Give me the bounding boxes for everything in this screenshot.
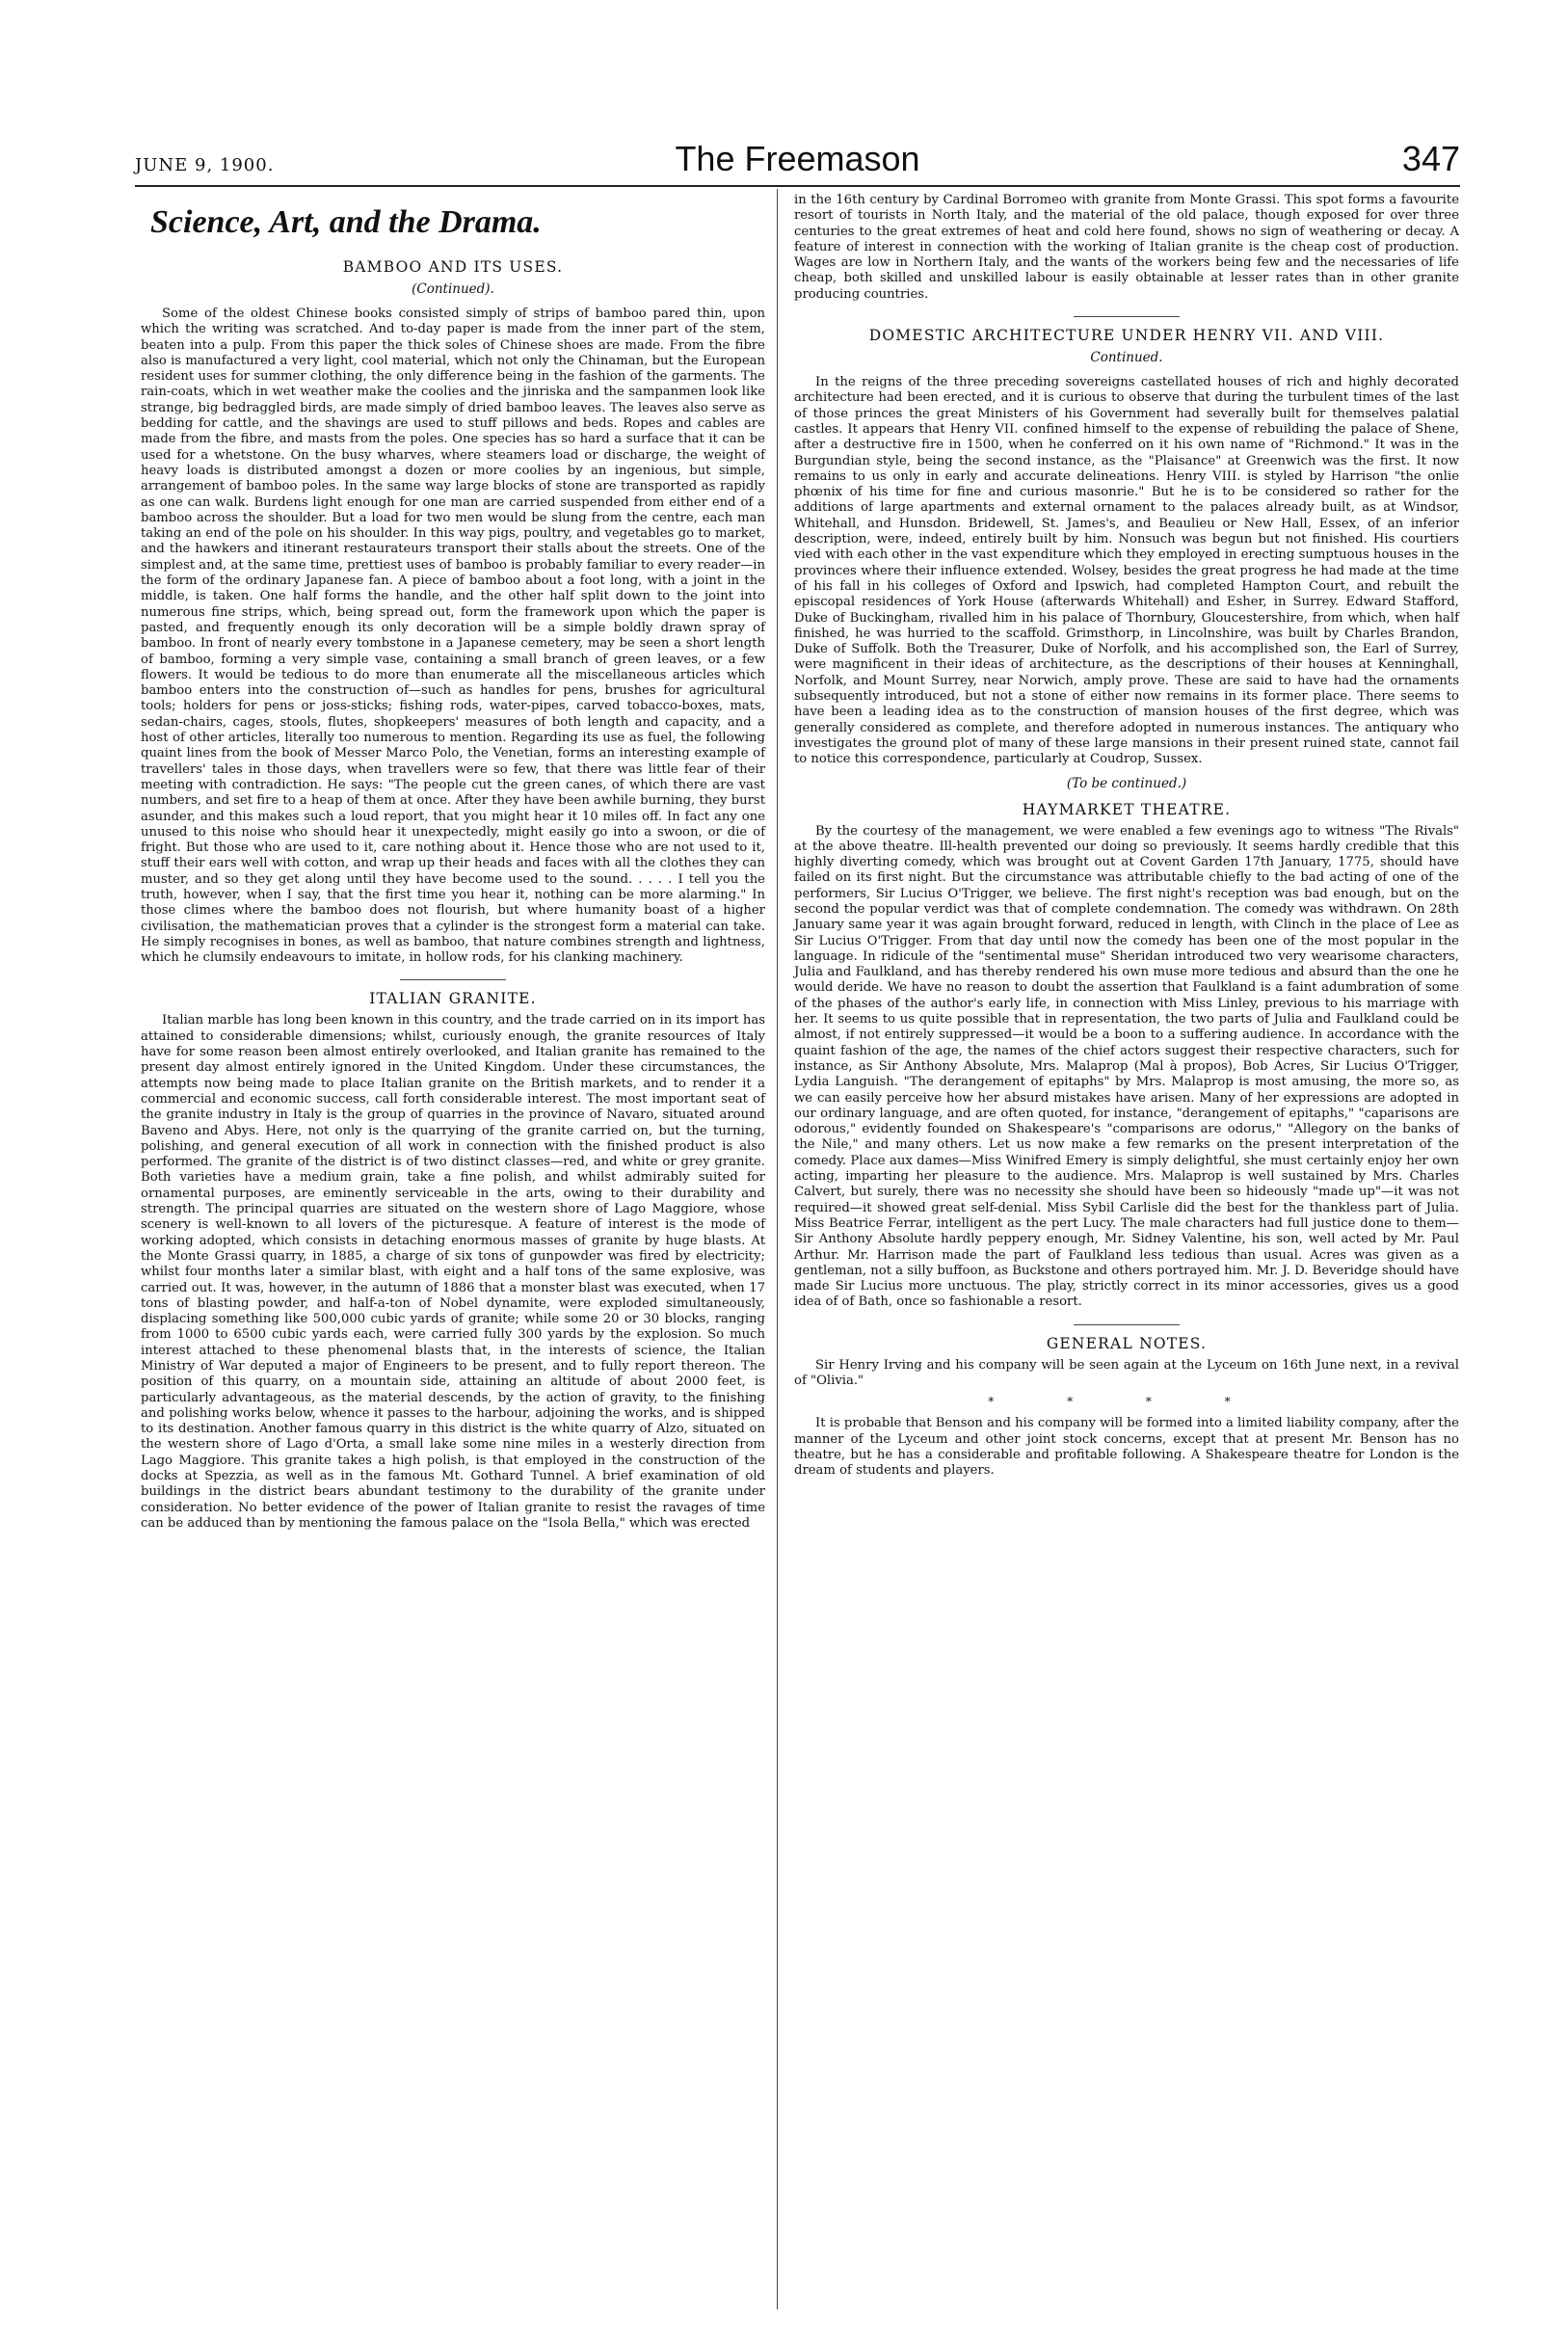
article-title-architecture: DOMESTIC ARCHITECTURE UNDER HENRY VII. AND VIII. — [868, 327, 1385, 345]
article-title-haymarket: HAYMARKET THEATRE. — [1022, 800, 1232, 818]
article-divider — [1074, 1324, 1180, 1325]
asterisk-separator: * * * * — [988, 1395, 1265, 1409]
article-title-bamboo: BAMBOO AND ITS USES. — [342, 258, 564, 276]
article-title-notes: GENERAL NOTES. — [1046, 1334, 1208, 1352]
article-paragraph: Italian marble has long been known in this country, and the trade carried on in its import has attained to considerable dimensions; whilst, curiously enough, the granite resources of Italy have for some reason been almost entirely overlooked, and Italian granite has remained to the present day almost entirely ignored in the United Kingdom. Under these circumstances, the attempts now being made to place Italian granite on the British markets, and to render it a commercial and economic success, call forth considerable interest. The most important seat of the granite industry in Italy is the group of quarries in the province of Navaro, situated around Baveno and Abys. Here, not only is the quarrying of the granite carried on, but the turning, polishing, and general execution of all work in connection with the finished product is also performed. The granite of the district is of two distinct classes—red, and white or grey granite. Both varieties have a medium grain, take a fine polish, and whilst admirably suited for ornamental purposes, are eminently serviceable in the arts, owing to their durability and strength. The principal quarries are situated on the western shore of Lago Maggiore, whose scenery is well-known to all lovers of the picturesque. A feature of interest is the mode of working adopted, which consists in detaching enormous masses of granite by huge blasts. At the Monte Grassi quarry, in 1885, a charge of six tons of gunpowder was fired by electricity; whilst four months later a similar blast, with eight and a half tons of the same explosive, was carried out. It was, however, in the autumn of 1886 that a monster blast was executed, when 17 tons of blasting powder, and half-a-ton of Nobel dynamite, were exploded simultaneously, displacing something like 500,000 cubic yards of granite; while some 20 or 30 blocks, ranging from 1000 to 6500 cubic yards each, were carried fully 300 yards by the explosion. So much interest attached to these phenomenal blasts that, in the interests of science, the Italian Ministry of War deputed a major of Engineers to be present, and to fully report thereon. The position of this quarry, on a mountain side, attaining an altitude of about 2000 feet, is particularly advantageous, as the material descends, by the action of gravity, to the finishing and polishing works below, whence it passes to the harbour, adjoining the works, and is shipped to its destination. Another famous quarry in this district is the white quarry of Alzo, situated on the western shore of Lago d'Orta, a small lake some nine miles in a westerly direction from Lago Maggiore. This granite takes a high polish, is that employed in the construction of the docks at Spezzia, as well as in the famous Mt. Gothard Tunnel. A brief examination of old buildings in the district bears abundant testimony to the durability of the granite under consideration. No better evidence of the power of Italian granite to resist the ravages of time can be adduced than by mentioning the famous palace on the "Isola Bella," which was erected — [141, 1013, 765, 1531]
article-paragraph: By the courtesy of the management, we were enabled a few evenings ago to witness "The Rivals" at the above theatre. Ill-health prevented our doing so previously. It seems hardly credible that this highly diverting comedy, which was brought out at Covent Garden 17th January, 1775, should have failed on its first night. But the circumstance was attributable chiefly to the bad acting of one of the performers, Sir Lucius O'Trigger, we believe. The first night's reception was bad enough, but on the second the popular verdict was that of complete condemnation. The comedy was withdrawn. On 28th January same year it was again brought forward, reduced in length, with Clinch in the place of Lee as Sir Lucius O'Trigger. From that day until now the comedy has been one of the most popular in the language. In ridicule of the "sentimental muse" Sheridan introduced two very wearisome characters, Julia and Faulkland, and has thereby rendered his own muse more tedious and absurd than the one he would deride. We have no reason to doubt the assertion that Faulkland is a faint adumbration of some of the phases of the author's early life, in connection with Miss Linley, previous to his marriage with her. It seems to us quite possible that in representation, the two parts of Julia and Faulkland could be almost, if not entirely suppressed—it would be a boon to a suffering audience. In accordance with the quaint fashion of the age, the names of the chief actors suggest their respective characters, such for instance, as Sir Anthony Absolute, Mrs. Malaprop (Mal à propos), Bob Acres, Sir Lucius O'Trigger, Lydia Languish. "The derangement of epitaphs" by Mrs. Malaprop is most amusing, the more so, as we can easily perceive how her absurd mistakes have arisen. Many of her expressions are adopted in our ordinary language, and are often quoted, for instance, "derangement of epitaphs," "caparisons are odorous," evidently founded on Shakespeare's "comparisons are odorus," "Allegory on the banks of the Nile," and many others. Let us now make a few remarks on the present interpretation of the comedy. Place aux dames—Miss Winifred Emery is simply delightful, she must certainly enjoy her own acting, imparting her pleasure to the audience. Mrs. Malaprop is well sustained by Mrs. Charles Calvert, but surely, there was no necessity she should have been so hideously "made up"—it was not required—it showed great self-denial. Miss Sybil Carlisle did the best for the thankless part of Julia. Miss Beatrice Ferrar, intelligent as the pert Lucy. The male characters had full justice done to them—Sir Anthony Absolute hardly peppery enough, Mr. Sidney Valentine, his son, well acted by Mr. Paul Arthur. Mr. Harrison made the part of Faulkland less tedious than usual. Acres was given as a gentleman, not a silly buffoon, as Buckstone and others portrayed him. Mr. J. D. Beveridge should have made Sir Lucius more unctuous. The play, strictly correct in its minor accessories, gives us a good idea of of Bath, once so fashionable a resort. — [794, 823, 1459, 1310]
article-paragraph: Sir Henry Irving and his company will be seen again at the Lyceum on 16th June next, in a revival of "Olivia." — [794, 1357, 1459, 1388]
article-subtitle-architecture: Continued. — [1090, 350, 1163, 366]
column-divider — [777, 189, 778, 2309]
article-paragraph: In the reigns of the three preceding sovereigns castellated houses of rich and highly decorated architecture had been erected, and it is curious to observe that during the turbulent times of the last of those princes the great Ministers of his Government had severally built for themselves palatial castles. It appears that Henry VII. confined himself to the expense of rebuilding the palace of Shene, after a destructive fire in 1500, when he conferred on it his own name of "Richmond." It was in the Burgundian style, being the second instance, as the "Plaisance" at Greenwich was the first. It now remains to us only in early and accurate delineations. Henry VIII. is styled by Harrison "the onlie phœnix of his time for fine and curious masonrie." But he is to be considered so rather for the additions of large apartments and external ornament to the palaces already built, as at Windsor, Whitehall, and Hunsdon. Bridewell, St. James's, and Beaulieu or New Hall, Essex, of an inferior description, were, indeed, entirely built by him. Nonsuch was begun but not finished. His courtiers vied with each other in the vast expenditure which they employed in erecting sumptuous houses in the provinces where their influence extended. Wolsey, besides the great progress he had made at the time of his fall in his colleges of Oxford and Ipswich, had completed Hampton Court, and rebuilt the episcopal residences of York House (afterwards Whitehall) and Esher, in Surrey. Edward Stafford, Duke of Buckingham, rivalled him in his palace of Thornbury, Gloucestershire, from which, when half finished, he was hurried to the scaffold. Grimsthorp, in Lincolnshire, was built by Charles Brandon, Duke of Suffolk. Both the Treasurer, Duke of Norfolk, and his accomplished son, the Earl of Surrey, were magnificent in their ideas of architecture, as the descriptions of their houses at Kenninghall, Norfolk, and Mount Surrey, near Norwich, amply prove. These are said to have had the ornaments subsequently introduced, but not a stone of either now remains in its former place. There seems to have been a leading idea as to the construction of mansion houses of the first degree, which was generally considered as complete, and therefore adopted in numerous instances. The antiquary who investigates the ground plot of many of these large mansions in their present ruined state, cannot fail to notice this correspondence, particularly at Coudrop, Sussex. — [794, 375, 1459, 767]
page-number: 347 — [1401, 139, 1460, 178]
article-divider — [400, 979, 506, 980]
continued-note: (To be continued.) — [1066, 775, 1187, 791]
publication-title: The Freemason — [675, 139, 920, 178]
masthead — [135, 135, 1460, 179]
right-column — [794, 193, 1459, 1479]
article-title-granite: ITALIAN GRANITE. — [369, 990, 537, 1008]
article-paragraph-continued: in the 16th century by Cardinal Borromeo with granite from Monte Grassi. This spot forms a favourite resort of tourists in North Italy, and the material of the old palace, though exposed for over three centuries to the great extremes of heat and cold here found, shows no sign of weathering or decay. A feature of interest in connection with the working of Italian granite is the cheap cost of production. Wages are low in Northern Italy, and the wants of the workers being few and the necessaries of life cheap, both skilled and unskilled labour is easily obtainable at lesser rates than in other granite producing countries. — [794, 193, 1459, 302]
article-divider — [1074, 316, 1180, 317]
header-rule — [135, 185, 1460, 187]
article-subtitle-bamboo: (Continued). — [412, 281, 494, 297]
issue-date: JUNE 9, 1900. — [135, 155, 275, 175]
left-column — [141, 193, 765, 1532]
article-paragraph: It is probable that Benson and his company will be formed into a limited liability company, after the manner of the Lyceum and other joint stock concerns, except that at present Mr. Benson has no theatre, but he has a considerable and profitable following. A Shakespeare theatre for London is the dream of students and players. — [794, 1416, 1459, 1479]
section-title: Science, Art, and the Drama. — [150, 204, 542, 240]
article-paragraph: Some of the oldest Chinese books consisted simply of strips of bamboo pared thin, upon which the writing was scratched. And to-day paper is made from the inner part of the stem, beaten into a pulp. From this paper the thick soles of Chinese shoes are made. From the fibre also is manufactured a very light, cool material, which not only the Chinaman, but the European resident uses for summer clothing, the only difference being in the fashion of the garments. The rain-coats, which in wet weather make the coolies and the jinriska and the sampanmen look like strange, big bedraggled birds, are made simply of dried bamboo leaves. The leaves also serve as bedding for cattle, and the shavings are used to stuff pillows and beds. Ropes and cables are made from the fibre, and masts from the poles. One species has so hard a surface that it can be used for a whetstone. On the busy wharves, where steamers load or discharge, the weight of heavy loads is distributed amongst a dozen or more coolies by an ingenious, but simple, arrangement of bamboo poles. In the same way large blocks of stone are transported as rapidly as one can walk. Burdens light enough for one man are carried suspended from either end of a bamboo across the shoulder. But a load for two men would be slung from the centre, each man taking an end of the pole on his shoulder. In this way pigs, poultry, and vegetables go to market, and the hawkers and itinerant restaurateurs transport their stalls about the streets. One of the simplest and, at the same time, prettiest uses of bamboo is probably familiar to every reader—in the form of the ordinary Japanese fan. A piece of bamboo about a foot long, with a joint in the middle, is taken. One half forms the handle, and the other half split down to the joint into numerous fine strips, which, being spread out, form the framework upon which the paper is pasted, and frequently enough its only decoration will be a simple boldly drawn spray of bamboo. In front of nearly every tombstone in a Japanese cemetery, may be seen a short length of bamboo, forming a very simple vase, containing a small branch of green leaves, or a few flowers. It would be tedious to do more than enumerate all the miscellaneous articles which bamboo enters into the construction of—such as handles for pens, brushes for agricultural tools; holders for pens or joss-sticks; fishing rods, water-pipes, carved tobacco-boxes, mats, sedan-chairs, cages, stools, flutes, shopkeepers' measures of both length and capacity, and a host of other articles, literally too numerous to mention. Regarding its use as fuel, the following quaint lines from the book of Messer Marco Polo, the Venetian, forms an interesting example of travellers' tales in those days, when travellers were so few, that there was little fear of their meeting with contradiction. He says: "The people cut the green canes, of which there are vast numbers, and set fire to a heap of them at once. After they have been awhile burning, they burst asunder, and this makes such a loud report, that you might hear it 10 miles off. In fact any one unused to this noise who should hear it unexpectedly, might easily go into a swoon, or die of fright. But those who are used to it, care nothing about it. Hence those who are not used to it, stuff their ears well with cotton, and wrap up their heads and faces with all the clothes they can muster, and so they get along until they have become used to the sound. . . . . I tell you the truth, however, when I say, that the first time you hear it, nothing can be more alarming." In those climes where the bamboo does not flourish, but where humanity boast of a higher civilisation, the mathematician proves that a cylinder is the strongest form a material can take. He simply recognises in bones, as well as bamboo, that nature combines strength and lightness, which he clumsily endeavours to imitate, in hollow rods, for his clanking machinery. — [141, 307, 765, 966]
